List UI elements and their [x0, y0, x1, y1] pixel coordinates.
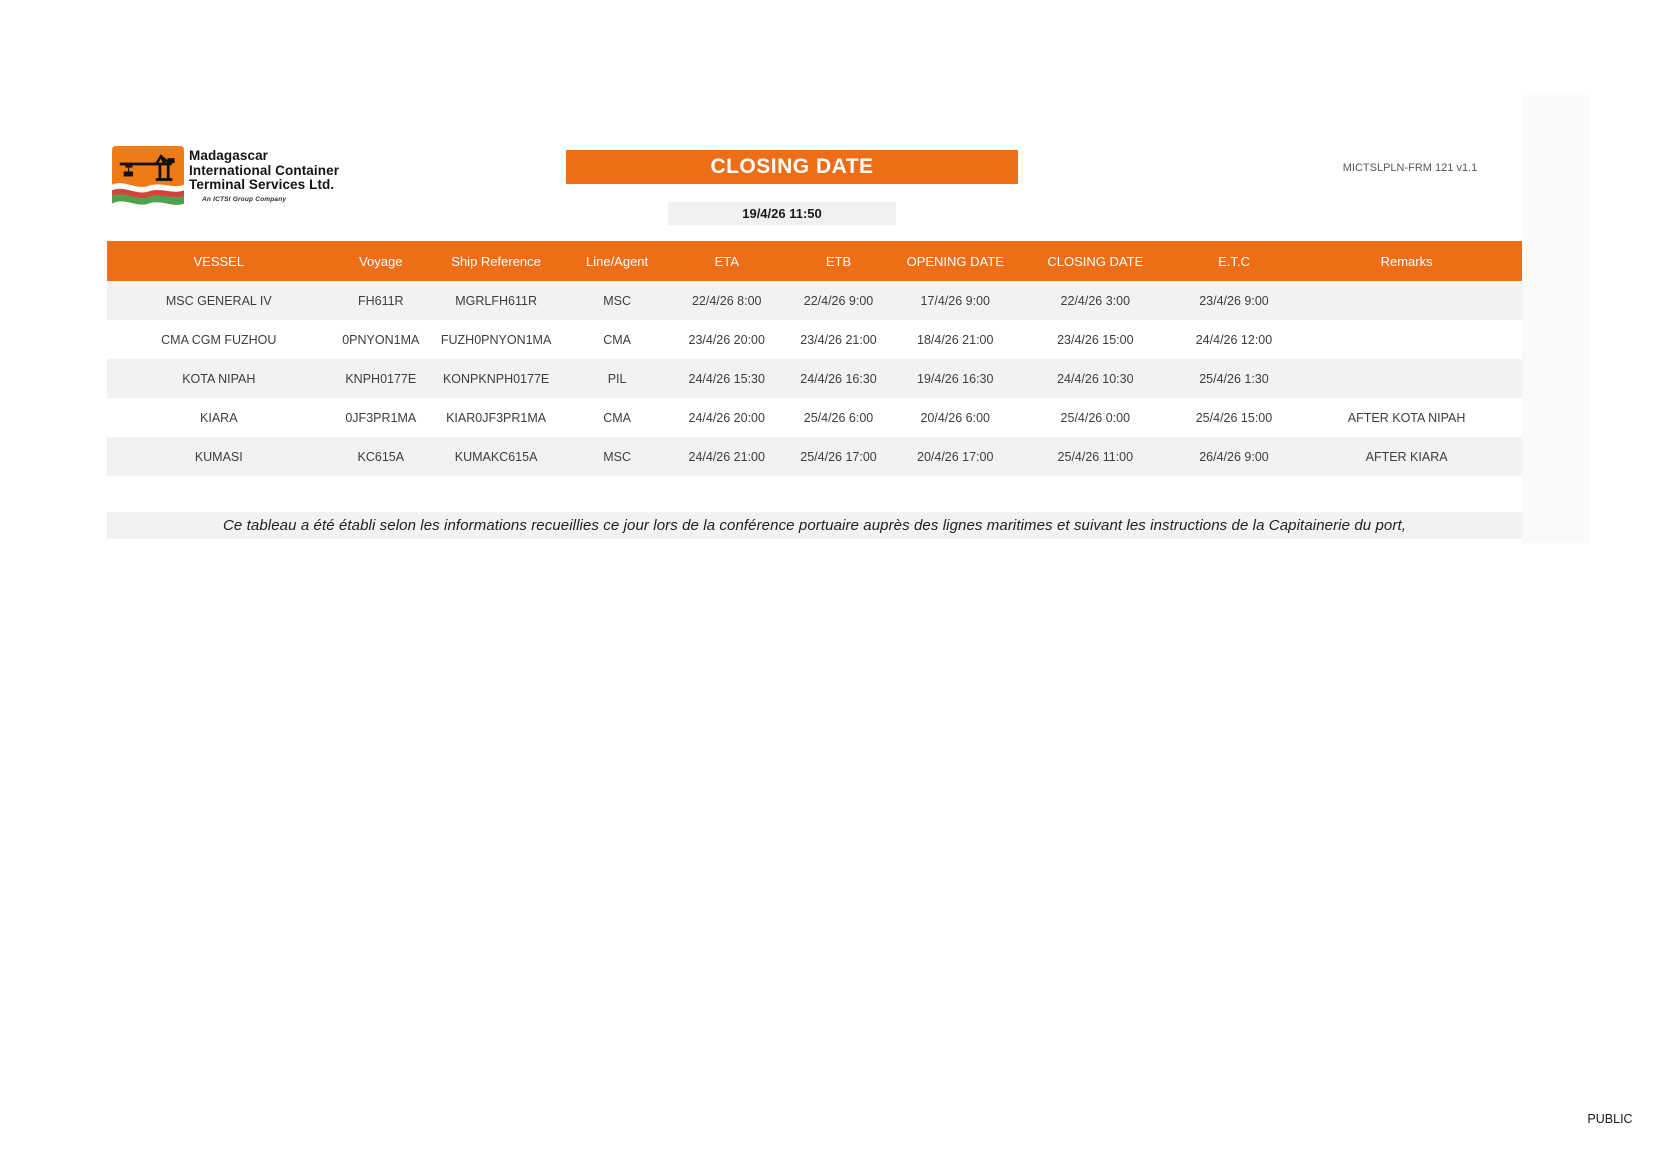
- column-header-line_agent: Line/Agent: [585, 253, 649, 269]
- cell-etb: 24/4/26 16:30: [800, 371, 877, 386]
- cell-line_agent: CMA: [603, 410, 631, 425]
- cell-voyage: FH611R: [357, 293, 404, 308]
- cell-ship_reference: KUMAKC615A: [454, 449, 538, 464]
- table-row: [107, 398, 1522, 437]
- table-body: [107, 281, 1522, 476]
- crane-logo-icon: [112, 146, 184, 208]
- footer-note: [107, 512, 1522, 539]
- cell-remarks: AFTER KIARA: [1365, 449, 1448, 464]
- page-title-banner: [566, 150, 1018, 184]
- cell-line_agent: MSC: [603, 293, 631, 308]
- cell-opening_date: 17/4/26 9:00: [920, 293, 990, 308]
- cell-etc: 24/4/26 12:00: [1195, 332, 1273, 347]
- table-row: [107, 359, 1522, 398]
- cell-closing_date: 25/4/26 11:00: [1057, 449, 1134, 464]
- column-header-remarks: Remarks: [1380, 253, 1433, 269]
- cell-opening_date: 20/4/26 17:00: [917, 449, 994, 464]
- page-title: CLOSING DATE: [710, 155, 874, 178]
- cell-remarks: AFTER KOTA NIPAH: [1347, 410, 1466, 425]
- cell-vessel: MSC GENERAL IV: [165, 293, 272, 308]
- table-row: [107, 437, 1522, 476]
- column-header-vessel: VESSEL: [193, 253, 245, 269]
- cell-ship_reference: MGRLFH611R: [455, 293, 537, 308]
- column-header-ship_reference: Ship Reference: [451, 253, 541, 269]
- cell-line_agent: MSC: [603, 449, 631, 464]
- cell-eta: 23/4/26 20:00: [688, 332, 765, 347]
- cell-vessel: KIARA: [200, 410, 238, 425]
- cell-opening_date: 19/4/26 16:30: [917, 371, 994, 386]
- org-name-line1: Madagascar: [189, 148, 269, 163]
- cell-voyage: 0PNYON1MA: [342, 332, 420, 347]
- cell-vessel: CMA CGM FUZHOU: [161, 332, 277, 347]
- cell-etc: 25/4/26 15:00: [1195, 410, 1273, 425]
- cell-remarks: [1291, 281, 1522, 320]
- vessel-table: [107, 241, 1522, 476]
- cell-ship_reference: FUZH0PNYON1MA: [440, 332, 552, 347]
- cell-etc: 23/4/26 9:00: [1199, 293, 1269, 308]
- cell-remarks: [1291, 359, 1522, 398]
- column-header-opening_date: OPENING DATE: [906, 253, 1004, 269]
- cell-etb: 25/4/26 6:00: [803, 410, 874, 425]
- table-row: [107, 281, 1522, 320]
- cell-closing_date: 22/4/26 3:00: [1060, 293, 1131, 308]
- cell-ship_reference: KONPKNPH0177E: [442, 371, 550, 386]
- table-row: [107, 320, 1522, 359]
- cell-voyage: KC615A: [357, 449, 405, 464]
- cell-etb: 25/4/26 17:00: [800, 449, 877, 464]
- page-side-strip: [1522, 95, 1590, 543]
- column-header-voyage: Voyage: [359, 253, 403, 269]
- cell-voyage: 0JF3PR1MA: [345, 410, 417, 425]
- cell-etc: 25/4/26 1:30: [1199, 371, 1269, 386]
- cell-remarks: [1291, 320, 1522, 359]
- table-header-row: [107, 241, 1522, 281]
- cell-eta: 24/4/26 15:30: [688, 371, 765, 386]
- column-header-eta: ETA: [714, 253, 739, 269]
- form-code: MICTSLPLN-FRM 121 v1.1: [1342, 162, 1478, 174]
- cell-opening_date: 20/4/26 6:00: [920, 410, 990, 425]
- cell-closing_date: 25/4/26 0:00: [1060, 410, 1131, 425]
- logo-text: [189, 146, 339, 203]
- cell-line_agent: CMA: [603, 332, 631, 347]
- classification-label: PUBLIC: [1587, 1112, 1633, 1126]
- report-datetime: 19/4/26 11:50: [668, 202, 896, 225]
- cell-opening_date: 18/4/26 21:00: [917, 332, 994, 347]
- cell-eta: 22/4/26 8:00: [691, 293, 762, 308]
- footer-note-text: Ce tableau a été établi selon les informations recueillies ce jour lors de la conférence portuaire auprès des lignes maritimes et suivant les instructions de la Capitainerie du port,: [223, 517, 1406, 534]
- org-name-line3: Terminal Services Ltd.: [189, 177, 335, 193]
- cell-etc: 26/4/26 9:00: [1199, 449, 1269, 464]
- cell-line_agent: PIL: [607, 371, 627, 386]
- cell-eta: 24/4/26 20:00: [688, 410, 765, 425]
- column-header-etc: E.T.C: [1218, 253, 1250, 269]
- cell-etb: 23/4/26 21:00: [800, 332, 877, 347]
- column-header-closing_date: CLOSING DATE: [1047, 253, 1144, 269]
- cell-vessel: KUMASI: [194, 449, 243, 464]
- org-tagline: An ICTSI Group Company: [202, 195, 287, 203]
- cell-closing_date: 24/4/26 10:30: [1057, 371, 1134, 386]
- cell-etb: 22/4/26 9:00: [803, 293, 874, 308]
- cell-ship_reference: KIAR0JF3PR1MA: [446, 410, 547, 425]
- cell-vessel: KOTA NIPAH: [182, 371, 256, 386]
- cell-closing_date: 23/4/26 15:00: [1057, 332, 1134, 347]
- mictsl-logo: [112, 146, 339, 208]
- org-name-line2: International Container: [189, 162, 340, 178]
- column-header-etb: ETB: [825, 253, 852, 269]
- cell-eta: 24/4/26 21:00: [688, 449, 765, 464]
- cell-voyage: KNPH0177E: [345, 371, 417, 386]
